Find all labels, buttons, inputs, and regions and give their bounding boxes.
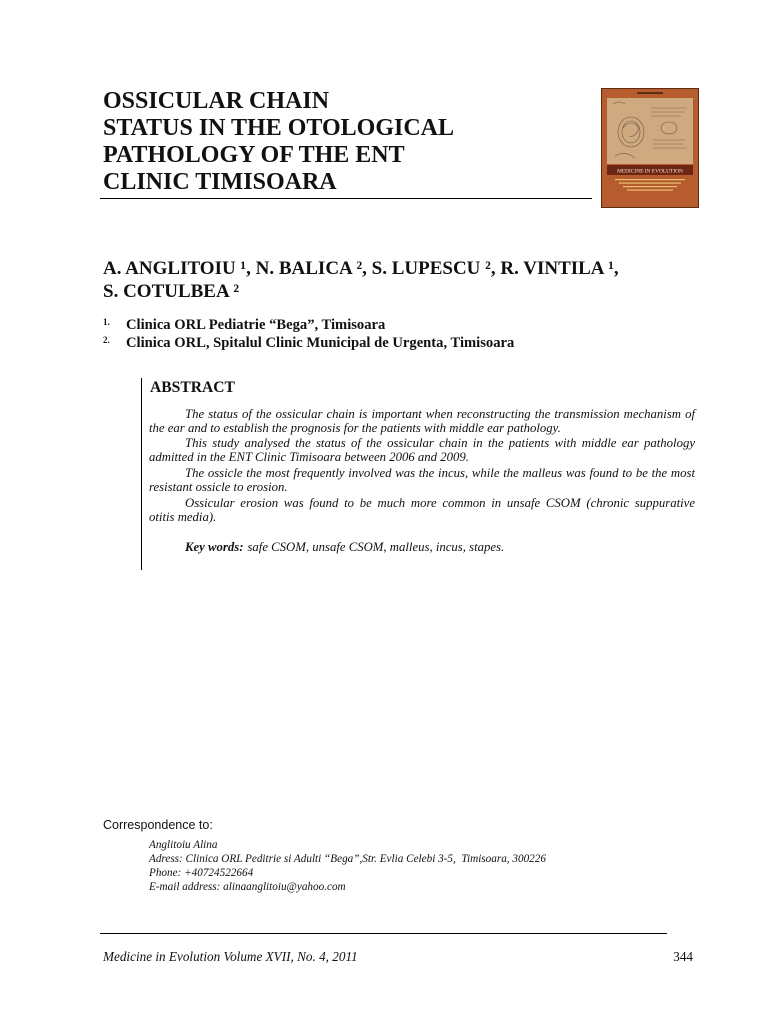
abstract-line: resistant ossicle to erosion. xyxy=(149,480,288,495)
correspondence-email: E-mail address: alinaanglitoiu@yahoo.com xyxy=(149,881,346,893)
footer-journal-citation: Medicine in Evolution Volume XVII, No. 4, 2011 xyxy=(103,948,358,964)
keywords-label: Key words: xyxy=(185,539,244,554)
abstract-paragraph xyxy=(149,436,695,464)
affiliation-item xyxy=(103,316,514,334)
correspondence-name: Anglitoiu Alina xyxy=(149,839,218,851)
abstract-line: admitted in the ENT Clinic Timisoara between 2006 and 2009. xyxy=(149,450,469,465)
author-list xyxy=(103,257,619,303)
affiliation-item xyxy=(103,334,514,352)
title-divider xyxy=(100,198,592,199)
abstract-line: otitis media). xyxy=(149,509,217,524)
abstract-line: Ossicular erosion was found to be much more common in unsafe CSOM (chronic suppurative xyxy=(185,495,695,510)
abstract-paragraph xyxy=(149,466,695,494)
title-line: STATUS IN THE OTOLOGICAL xyxy=(103,115,454,141)
journal-cover-graphic xyxy=(601,88,699,208)
article-title xyxy=(103,88,583,196)
affiliation-text: Clinica ORL, Spitalul Clinic Municipal de Urgenta, Timisoara xyxy=(126,335,515,351)
abstract-line: The status of the ossicular chain is important when reconstructing the transmission mechanism of xyxy=(185,406,695,421)
abstract-paragraph xyxy=(149,496,695,524)
abstract-line: This study analysed the status of the ossicular chain in the patients with middle ear pathology xyxy=(185,436,695,451)
title-line: PATHOLOGY OF THE ENT xyxy=(103,142,405,168)
abstract-line: The ossicle the most frequently involved was the incus, while the malleus was found to be the most xyxy=(185,466,695,481)
abstract-heading: ABSTRACT xyxy=(150,379,235,396)
abstract-line: the ear and to establish the prognosis for the patients with middle ear pathology. xyxy=(149,420,561,435)
title-line: OSSICULAR CHAIN xyxy=(103,88,330,114)
title-line: CLINIC TIMISOARA xyxy=(103,169,337,195)
abstract-side-rule xyxy=(141,378,142,570)
journal-cover-image xyxy=(601,88,699,208)
page-number: 344 xyxy=(673,948,693,964)
footer-divider xyxy=(100,933,667,934)
affiliation-marker: 1. xyxy=(103,317,110,327)
cover-banner-text: MEDICINE IN EVOLUTION xyxy=(617,168,683,175)
author-line: S. COTULBEA ² xyxy=(103,281,240,302)
abstract-body xyxy=(149,407,695,526)
correspondence-phone: Phone: +40724522664 xyxy=(149,867,254,879)
abstract-paragraph xyxy=(149,407,695,435)
correspondence-label: Correspondence to: xyxy=(103,818,213,833)
affiliation-list xyxy=(103,316,514,352)
affiliation-marker: 2. xyxy=(103,335,110,345)
keywords xyxy=(185,540,504,554)
correspondence-details xyxy=(149,838,546,894)
correspondence-address: Adress: Clinica ORL Peditrie si Adulti “Bega”,Str. Evlia Celebi 3-5, Timisoara, 300226 xyxy=(149,853,546,865)
cover-top-strip xyxy=(637,92,663,94)
affiliation-text: Clinica ORL Pediatrie “Bega”, Timisoara xyxy=(126,317,386,333)
author-line: A. ANGLITOIU ¹, N. BALICA ², S. LUPESCU ², R. VINTILA ¹, xyxy=(103,258,619,279)
keywords-list: safe CSOM, unsafe CSOM, malleus, incus, stapes. xyxy=(247,539,505,554)
